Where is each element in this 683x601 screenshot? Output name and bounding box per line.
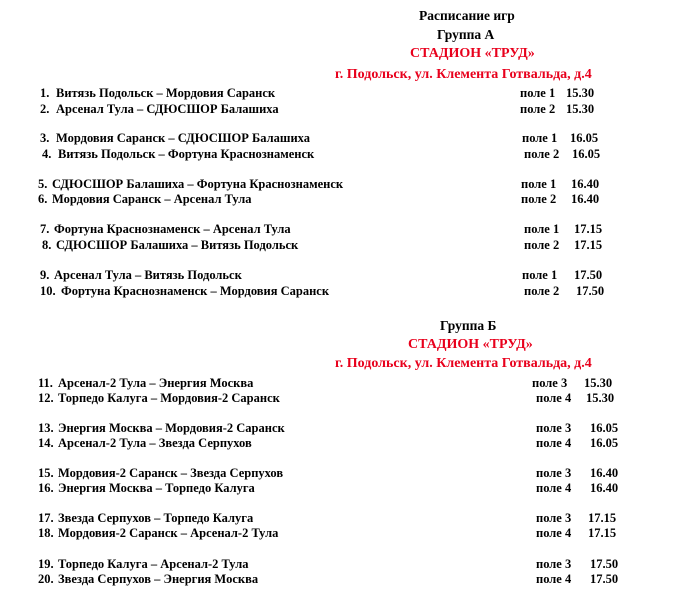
match-time: 16.40	[590, 481, 619, 495]
group-b-title: Группа Б	[440, 318, 497, 333]
match-teams: Мордовия Саранск – СДЮСШОР Балашиха	[56, 131, 310, 145]
match-time: 16.40	[590, 466, 619, 480]
match-number: 10.	[40, 284, 56, 298]
match-field: поле 1	[524, 222, 560, 236]
match-number: 7.	[40, 222, 50, 236]
match-time: 17.15	[574, 222, 603, 236]
match-number: 9.	[40, 268, 50, 282]
match-field: поле 3	[532, 376, 568, 390]
match-number: 1.	[40, 86, 50, 100]
match-time: 17.50	[574, 268, 603, 282]
match-number: 12.	[38, 391, 54, 405]
match-teams: Фортуна Краснознаменск – Арсенал Тула	[54, 222, 291, 236]
match-number: 4.	[42, 147, 52, 161]
match-field: поле 1	[522, 131, 558, 145]
match-field: поле 4	[536, 572, 572, 586]
match-teams: Звезда Серпухов – Торпедо Калуга	[58, 511, 254, 525]
match-teams: Энергия Москва – Торпедо Калуга	[58, 481, 255, 495]
match-number: 5.	[38, 177, 48, 191]
match-teams: Фортуна Краснознаменск – Мордовия Саранск	[61, 284, 330, 298]
match-time: 17.15	[588, 511, 617, 525]
match-teams: СДЮСШОР Балашиха – Витязь Подольск	[56, 238, 299, 252]
match-teams: Арсенал-2 Тула – Звезда Серпухов	[58, 436, 252, 450]
match-number: 2.	[40, 102, 50, 116]
match-field: поле 2	[524, 147, 560, 161]
match-teams: Арсенал-2 Тула – Энергия Москва	[58, 376, 254, 390]
match-field: поле 2	[520, 102, 556, 116]
match-time: 17.50	[590, 572, 619, 586]
match-field: поле 4	[536, 391, 572, 405]
match-time: 17.50	[590, 557, 619, 571]
match-number: 14.	[38, 436, 54, 450]
match-field: поле 3	[536, 557, 572, 571]
match-number: 16.	[38, 481, 54, 495]
match-number: 15.	[38, 466, 54, 480]
match-teams: Торпедо Калуга – Мордовия-2 Саранск	[58, 391, 280, 405]
group-a-address: г. Подольск, ул. Клемента Готвальда, д.4	[335, 67, 592, 82]
match-number: 3.	[40, 131, 50, 145]
match-field: поле 4	[536, 481, 572, 495]
group-b-address: г. Подольск, ул. Клемента Готвальда, д.4	[335, 356, 592, 371]
match-time: 17.15	[574, 238, 603, 252]
match-field: поле 2	[524, 238, 560, 252]
match-number: 19.	[38, 557, 54, 571]
match-teams: Звезда Серпухов – Энергия Москва	[58, 572, 259, 586]
match-teams: Арсенал Тула – Витязь Подольск	[54, 268, 242, 282]
schedule-title: Расписание игр	[419, 8, 515, 23]
match-teams: Витязь Подольск – Мордовия Саранск	[56, 86, 276, 100]
match-time: 16.05	[570, 131, 599, 145]
match-field: поле 1	[521, 177, 557, 191]
match-field: поле 4	[536, 526, 572, 540]
match-teams: Энергия Москва – Мордовия-2 Саранск	[58, 421, 285, 435]
match-teams: Торпедо Калуга – Арсенал-2 Тула	[58, 557, 249, 571]
match-field: поле 2	[521, 192, 557, 206]
match-teams: Мордовия Саранск – Арсенал Тула	[52, 192, 252, 206]
match-teams: Мордовия-2 Саранск – Арсенал-2 Тула	[58, 526, 279, 540]
match-time: 16.05	[590, 421, 619, 435]
match-time: 17.15	[588, 526, 617, 540]
match-number: 8.	[42, 238, 52, 252]
match-number: 11.	[38, 376, 53, 390]
match-time: 15.30	[566, 102, 595, 116]
group-b-stadium: СТАДИОН «ТРУД»	[408, 337, 533, 352]
match-field: поле 1	[522, 268, 558, 282]
match-time: 16.40	[571, 177, 600, 191]
match-field: поле 3	[536, 466, 572, 480]
match-number: 6.	[38, 192, 48, 206]
match-field: поле 4	[536, 436, 572, 450]
match-field: поле 2	[524, 284, 560, 298]
match-field: поле 3	[536, 421, 572, 435]
match-field: поле 3	[536, 511, 572, 525]
match-time: 16.05	[572, 147, 601, 161]
match-teams: СДЮСШОР Балашиха – Фортуна Краснознаменск	[52, 177, 344, 191]
match-teams: Витязь Подольск – Фортуна Краснознаменск	[58, 147, 315, 161]
match-number: 18.	[38, 526, 54, 540]
match-time: 17.50	[576, 284, 605, 298]
match-number: 20.	[38, 572, 54, 586]
match-teams: Арсенал Тула – СДЮСШОР Балашиха	[56, 102, 279, 116]
match-time: 15.30	[584, 376, 613, 390]
match-time: 15.30	[586, 391, 615, 405]
match-number: 17.	[38, 511, 54, 525]
group-a-title: Группа А	[437, 27, 495, 42]
match-field: поле 1	[520, 86, 556, 100]
match-number: 13.	[38, 421, 54, 435]
match-teams: Мордовия-2 Саранск – Звезда Серпухов	[58, 466, 284, 480]
match-time: 15.30	[566, 86, 595, 100]
group-a-stadium: СТАДИОН «ТРУД»	[410, 46, 535, 61]
match-time: 16.40	[571, 192, 600, 206]
match-time: 16.05	[590, 436, 619, 450]
